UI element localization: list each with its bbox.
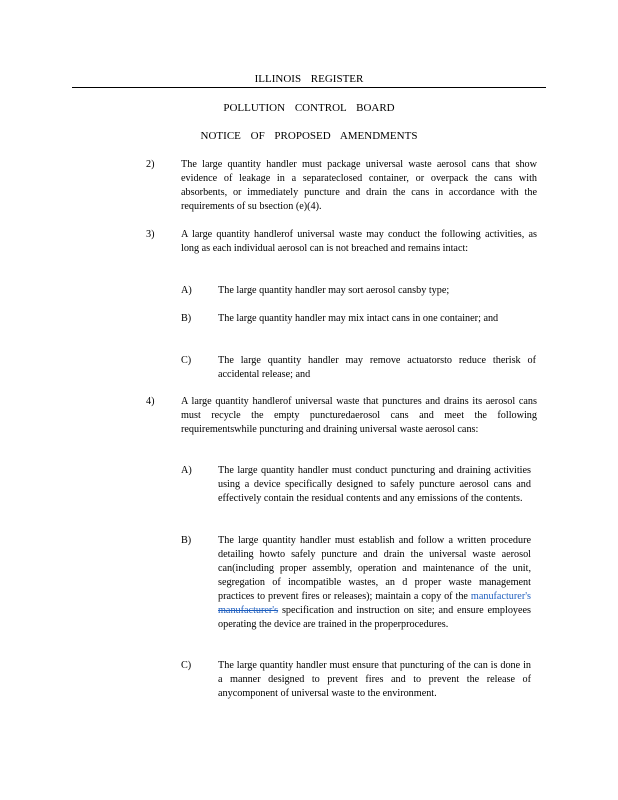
- register-header: ILLINOIS REGISTER: [254, 73, 364, 85]
- item-number: 4): [146, 396, 155, 407]
- item-letter: B): [181, 313, 192, 324]
- item-letter: B): [181, 535, 192, 546]
- item-text: The large quantity handler must conduct puncturing and draining activities using a device specifically designed to safely puncture aerosol cans and effectively contain the residual contents and any emissions of the contents.: [218, 465, 531, 504]
- text-before-amendment: The large quantity handler must establish and follow a written procedure detailing howto safely puncture and drain the universal waste aerosol can(including proper assembly, operation and maintenance of the unit, segregation of incompatible wastes, an d proper waste management practices to prevent fires or releases); maintain a copy of the: [218, 535, 531, 602]
- board-title: POLLUTION CONTROL BOARD: [223, 102, 395, 114]
- header-divider: [72, 87, 546, 88]
- item-letter: A): [181, 465, 192, 476]
- notice-title: NOTICE OF PROPOSED AMENDMENTS: [200, 130, 418, 142]
- item-text: The large quantity handler must package universal waste aerosol cans that show evidence of leakage in a separateclosed container, or overpack the cans with absorbents, or immediately puncture and drain the cans in accordance with the requirements of su bsection (e)(4).: [181, 159, 537, 212]
- item-text: A large quantity handlerof universal waste that punctures and drains its aerosol cans must recycle the empty puncturedaerosol cans and meet the following requirementswhile puncturing and draining universal waste aerosol cans:: [181, 396, 537, 435]
- item-number: 2): [146, 159, 155, 170]
- item-text: The large quantity handler must ensure that puncturing of the can is done in a manner designed to prevent fires and to prevent the release of anycomponent of universal waste to the environment.: [218, 660, 531, 699]
- item-number: 3): [146, 229, 155, 240]
- item-text: The large quantity handler may sort aerosol cansby type;: [218, 285, 450, 296]
- item-letter: A): [181, 285, 192, 296]
- inserted-text: manufacturer's: [470, 591, 532, 602]
- item-text: [218, 534, 531, 632]
- item-letter: C): [181, 660, 192, 671]
- deleted-text: manufacturer's: [218, 605, 279, 616]
- item-text: A large quantity handlerof universal waste may conduct the following activities, as long as each individual aerosol can is not breached and remains intact:: [181, 229, 537, 254]
- item-text: The large quantity handler may remove actuatorsto reduce therisk of accidental release; and: [218, 355, 536, 380]
- item-letter: C): [181, 355, 192, 366]
- item-text: The large quantity handler may mix intact cans in one container; and: [218, 313, 499, 324]
- text-after-amendment: specification and instruction on site; and ensure employees operating the device are trained in the properprocedures.: [218, 605, 532, 630]
